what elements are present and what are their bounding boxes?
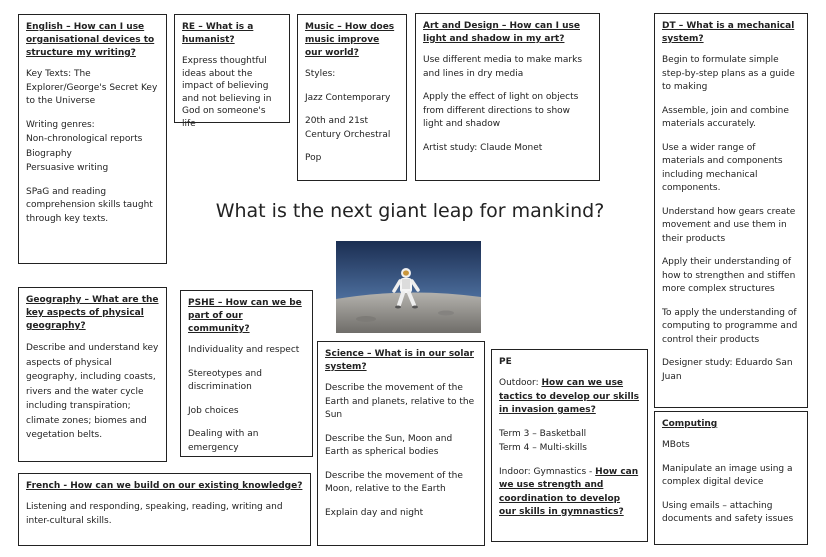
pshe-item: Individuality and respect xyxy=(188,345,300,355)
music-style: Pop xyxy=(305,153,322,163)
pe-outdoor xyxy=(499,377,640,418)
computing-item: Using emails – attaching documents and safety issues xyxy=(662,500,794,524)
music-box xyxy=(297,14,407,181)
pe-indoor xyxy=(499,466,640,520)
pe-term: Term 3 – Basketball xyxy=(499,428,587,439)
music-style: 20th and 21st Century Orchestral xyxy=(305,116,391,140)
pe-indoor-label: Indoor: Gymnastics - xyxy=(499,466,593,477)
re-box xyxy=(174,14,290,129)
pshe-item: Job choices xyxy=(188,405,239,416)
english-box xyxy=(18,14,167,264)
music-style: Jazz Contemporary xyxy=(305,92,391,103)
english-key-texts: Key Texts: The Explorer/George's Secret Key to the Universe xyxy=(26,69,158,106)
art-heading: Art and Design – How can I use light and shadow in my art? xyxy=(423,21,580,44)
dt-heading: DT – What is a mechanical system? xyxy=(662,21,795,44)
science-item: Describe the movement of the Earth and planets, relative to the Sun xyxy=(325,383,475,420)
french-heading: French - How can we build on our existing knowledge? xyxy=(26,481,303,491)
english-spag: SPaG and reading comprehension skills taught through key texts. xyxy=(26,186,153,224)
computing-heading: Computing xyxy=(662,419,718,429)
science-item: Explain day and night xyxy=(325,507,424,518)
pe-box xyxy=(491,349,648,542)
french-box xyxy=(18,473,311,546)
pshe-box xyxy=(180,290,313,457)
dt-item: Begin to formulate simple step-by-step plans as a guide to making xyxy=(662,55,795,92)
english-genres-label: Writing genres: xyxy=(26,119,95,130)
music-heading: Music – How does music improve our world? xyxy=(305,22,395,58)
pe-outdoor-label: Outdoor: xyxy=(499,378,539,388)
computing-item: MBots xyxy=(662,440,690,450)
pe-indoor-question: How can we use strength and coordination to develop our skills in gymnastics? xyxy=(499,466,639,517)
computing-item: Manipulate an image using a complex digital device xyxy=(662,463,793,487)
computing-box xyxy=(654,411,808,545)
dt-item: Designer study: Eduardo San Juan xyxy=(662,358,793,382)
geography-box xyxy=(18,287,167,462)
art-item: Apply the effect of light on objects from different directions to show light and shadow xyxy=(423,92,579,129)
science-box xyxy=(317,341,485,546)
english-genre: Non-chronological reports xyxy=(26,134,143,144)
dt-item: Apply their understanding of how to strengthen and stiffen more complex structures xyxy=(662,257,796,294)
page-title: What is the next giant leap for mankind? xyxy=(215,200,605,222)
science-item: Describe the movement of the Moon, relative to the Earth xyxy=(325,470,463,494)
pe-outdoor-question: How can we use tactics to develop our skills in invasion games? xyxy=(499,378,640,415)
pshe-item: Stereotypes and discrimination xyxy=(188,368,262,392)
art-item: Artist study: Claude Monet xyxy=(423,142,543,153)
english-genre: Biography xyxy=(26,148,72,159)
astronaut-image xyxy=(336,241,481,333)
re-body: Express thoughtful ideas about the impact of believing and not believing in God on someone's life xyxy=(182,56,272,129)
english-heading: English – How can I use organisational devices to structure my writing? xyxy=(26,22,155,58)
geography-body: Describe and understand key aspects of physical geography, including coasts, rivers and the water cycle including transpiration; climate zones; biomes and vegetation belts. xyxy=(26,343,159,440)
art-box xyxy=(415,13,600,181)
re-heading: RE – What is a humanist? xyxy=(182,22,254,45)
french-body: Listening and responding, speaking, reading, writing and inter-cultural skills. xyxy=(26,502,283,526)
art-item: Use different media to make marks and lines in dry media xyxy=(423,55,583,79)
geography-heading: Geography – What are the key aspects of physical geography? xyxy=(26,295,159,331)
science-heading: Science – What is in our solar system? xyxy=(325,349,474,372)
pe-term: Term 4 – Multi-skills xyxy=(499,443,587,453)
science-item: Describe the Sun, Moon and Earth as spherical bodies xyxy=(325,433,453,457)
astronaut-photo xyxy=(336,241,481,333)
dt-item: To apply the understanding of computing to programme and control their products xyxy=(662,307,798,345)
pshe-heading: PSHE – How can we be part of our community? xyxy=(188,298,302,334)
english-genre: Persuasive writing xyxy=(26,163,109,173)
dt-item: Understand how gears create movement and use them in their products xyxy=(662,206,796,244)
dt-box xyxy=(654,13,808,408)
pshe-item: Dealing with an emergency xyxy=(188,429,259,453)
pe-heading: PE xyxy=(499,357,512,367)
dt-item: Assemble, join and combine materials accurately. xyxy=(662,105,789,129)
dt-item: Use a wider range of materials and components including mechanical components. xyxy=(662,142,783,193)
music-styles-label: Styles: xyxy=(305,69,336,79)
